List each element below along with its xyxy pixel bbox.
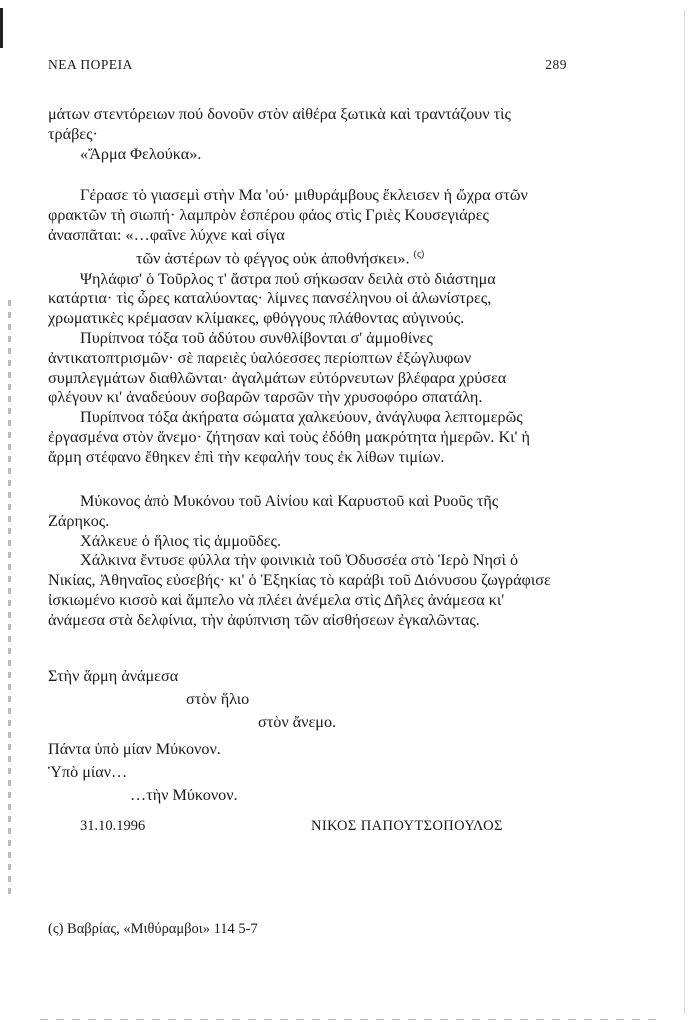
paragraph-6: Πυρίπνοα τόξα ἀκήρατα σώματα χαλκεύουν, ἀνάγλυφα λεπτομερῶς ἐργασμένα στὸν ἄνεμο· ζήτησαν καὶ τοὺς ἐδόθη μακρότητα ἡμερῶν. Κι' ἡ ἄρμη στέφανο ἔθηκεν ἐπὶ τὴν κεφαλήν τους ἐκ λίθων τιμίων. <box>48 408 530 466</box>
signature-author: ΝΙΚΟΣ ΠΑΠΟΥΤΣΟΠΟΥΛΟΣ <box>311 818 503 834</box>
verse-line: τῶν ἀστέρων τὸ φέγγος οὐκ ἀποθνήσκει». <box>136 249 410 268</box>
running-header <box>48 57 567 73</box>
paragraph-2: «Ἄρμα Φελούκα». <box>80 144 202 163</box>
body-text-2 <box>48 186 554 468</box>
paragraph-7: Μύκονος ἀπὸ Μυκόνου τοῦ Αἰνίου καὶ Καρυστοῦ καὶ Ρυοῦς τῆς Ζάρηκος. <box>48 492 499 530</box>
right-scan-edge <box>684 10 685 1014</box>
left-scan-edge <box>8 300 11 900</box>
poem-line: Ὑπὸ μίαν… <box>48 763 128 781</box>
poem-line: Πάντα ὑπὸ μίαν Μύκονον. <box>48 740 221 758</box>
footnote: (ς) Βαβρίας, «Μιθύραμβοι» 114 5-7 <box>48 921 258 937</box>
paragraph-9: Χάλκινα ἔντυσε φύλλα τὴν φοινικιὰ τοῦ Ὀδυσσέα στὸ Ἱερὸ Νησὶ ὁ Νικίας, Ἀθηναῖος εὐσεβής· κι' ὁ Ἐξηκίας τὸ καράβι τοῦ Διόνυσου ζωγράφισε ἰσκιωμένο κισσὸ καὶ ἄμπελο νὰ πλέει ἀνέμελα στὶς Δῆλες ἀνάμεσα κι' ἀνάμεσα στὰ δελφίνια, τὴν ἀφύπνιση τῶν αἰσθήσεων ἐγκαλῶντας. <box>48 551 551 629</box>
paragraph-1: μάτων στεντόρειων πού δονοῦν στὸν αἰθέρα ξωτικὰ καὶ τραντάζουν τὶς τράβες· <box>48 105 511 143</box>
poem-line: Στὴν ἅρμη ἀνάμεσα <box>48 667 179 685</box>
paragraph-8: Χάλκευε ὁ ἥλιος τὶς ἀμμοῦδες. <box>80 531 281 550</box>
footnote-ref: (ς) <box>413 249 425 261</box>
paragraph-4: Ψηλάφισ' ὁ Τοῦρλος τ' ἄστρα πού σήκωσαν δειλὰ στὸ διάστημα κατάρτια· τὶς ὧρες καταλύοντας· λίμνες πανσέληνου οἱ ἁλωνίστρες, χρωματικὲς κρέμασαν κλίμακες, φθόγγους πλάθοντας αὐγινούς. <box>48 269 496 328</box>
poem-line: …τὴν Μύκονον. <box>130 786 238 804</box>
paragraph-3: Γέρασε τὸ γιασεμὶ στὴν Μα 'ού· μιθυράμβους ἔκλεισεν ἡ ὤχρα στῶν φρακτῶν τὴ σιωπή· λαμπρὸν ἑσπέρου φάος στὶς Γριὲς Κουσεγιάρες ἀνασπᾶται: «…φαῖνε λύχνε καὶ σίγα <box>48 186 528 244</box>
signature-date: 31.10.1996 <box>80 818 146 834</box>
page-number: 289 <box>545 57 567 72</box>
body-text <box>48 105 554 164</box>
paragraph-3-verse <box>48 245 554 269</box>
bottom-scan-edge <box>40 1019 657 1020</box>
poem-stanza-1 <box>48 665 336 734</box>
poem-line: στὸν ἥλιο <box>186 690 250 708</box>
binding-edge-mark <box>0 8 3 48</box>
paragraph-5: Πυρίπνοα τόξα τοῦ ἀδύτου συνθλίβονται σ' ἀμμοθίνες ἀντικατοπτρισμῶν· σὲ παρειὲς ὑαλόεσσες περίοπτων ἐξώγλυφων συμπλεγμάτων διαθλῶνται· ἀγαλμάτων εὐτόρνευτων βλέφαρα χρύσεα φλέγουν κι' ἀναδεύουν σοβαρῶν ταρσῶν τὴν χρυσοφόρο σπατάλη. <box>48 328 507 407</box>
body-text-3 <box>48 492 554 631</box>
poem-line: στὸν ἄνεμο. <box>258 713 337 731</box>
poem-stanza-2 <box>48 738 238 807</box>
running-title: ΝΕΑ ΠΟΡΕΙΑ <box>48 57 133 72</box>
